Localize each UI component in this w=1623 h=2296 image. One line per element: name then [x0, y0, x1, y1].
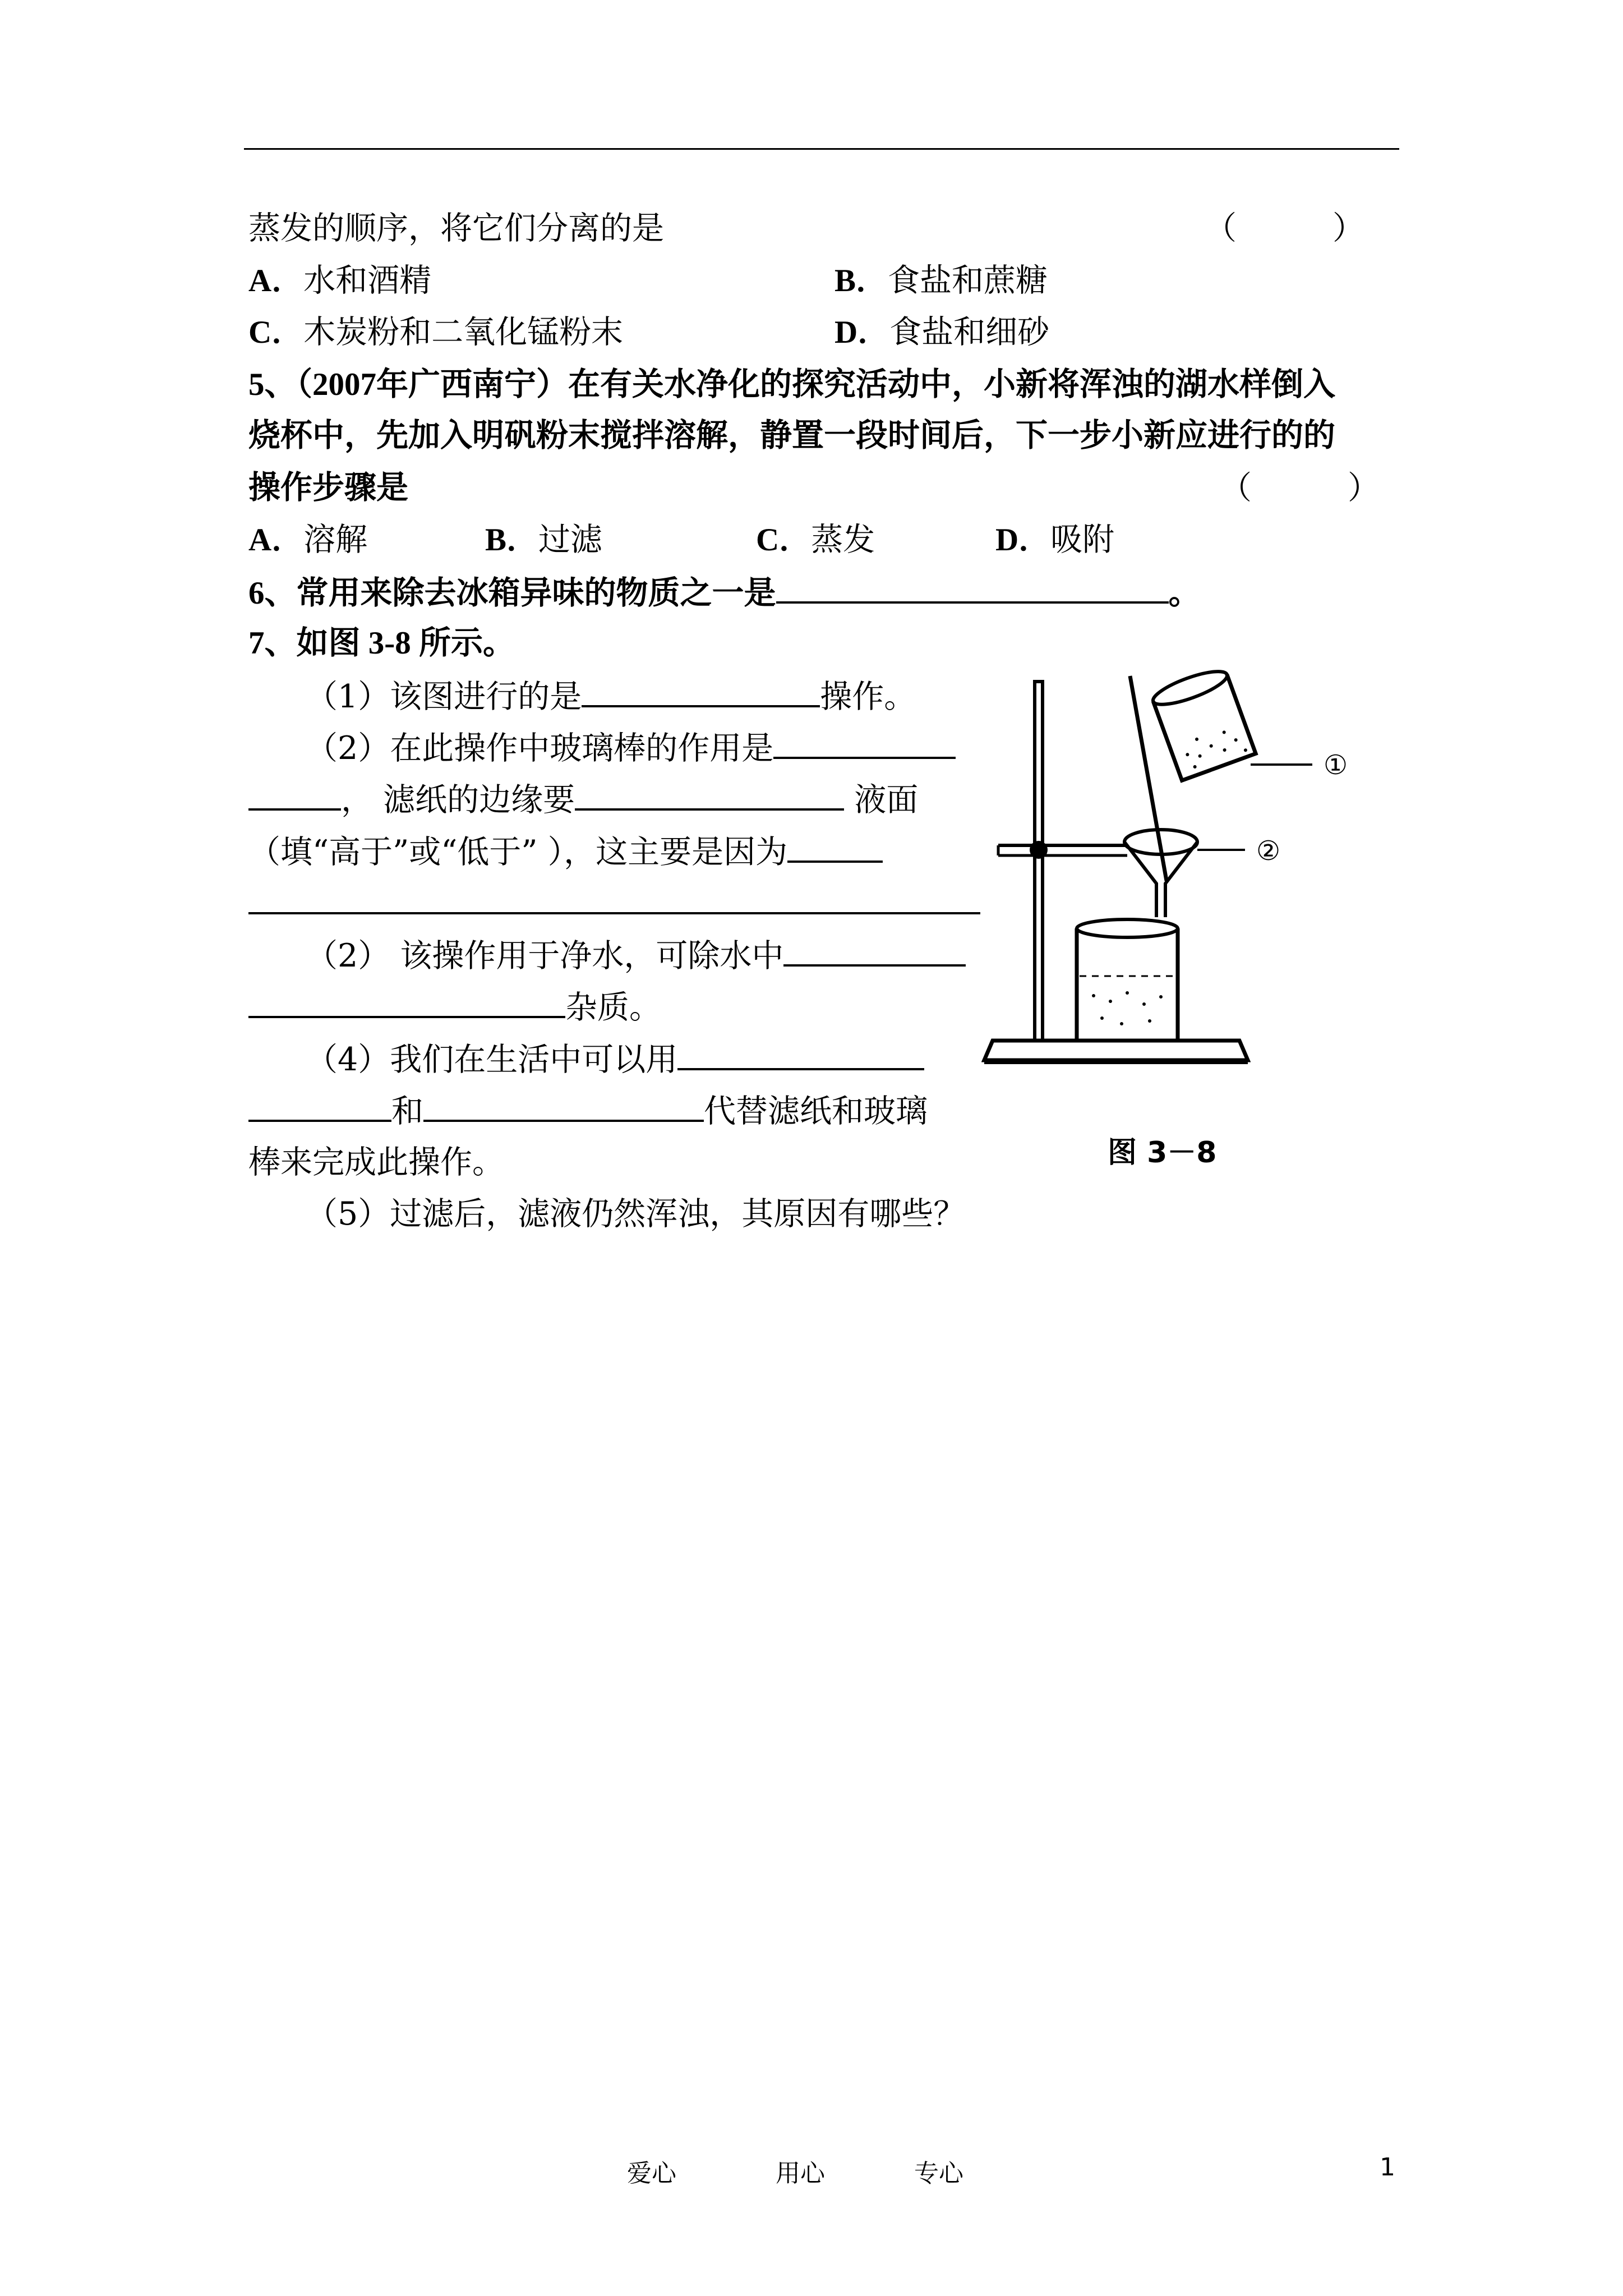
option-letter: A．	[248, 263, 304, 298]
q5-option-b	[485, 520, 602, 560]
part-number: （5）	[306, 1195, 390, 1232]
q7-p3-a: 该操作用于净水，可除水中	[390, 937, 784, 974]
stand-rod	[1035, 682, 1043, 1041]
q7-p2-line3: （填“高于”或“低于” ），这主要是因为	[248, 834, 788, 871]
q7-intro-b: 所示。	[418, 625, 515, 661]
filtration-apparatus-figure	[981, 665, 1374, 1170]
receiving-beaker	[1077, 919, 1178, 1041]
q7-p2-a: 在此操作中玻璃棒的作用是	[390, 730, 774, 767]
q7-p2-blank-3[interactable]	[787, 831, 883, 863]
q7-p4-a: 我们在生活中可以用	[390, 1041, 678, 1078]
q7-intro-a: 如图	[296, 625, 361, 661]
q7-p5-text: 过滤后，滤液仍然浑浊，其原因有哪些？	[390, 1195, 966, 1232]
q5-line-1	[248, 365, 1335, 404]
q7-part-2-line-4	[248, 883, 980, 923]
figure-label-1: ①	[1324, 749, 1348, 781]
q4-option-c	[248, 312, 623, 352]
footer-word-1: 爱心	[627, 2159, 676, 2188]
q5-option-a	[248, 520, 367, 560]
figure-caption: 图 3－8	[1108, 1136, 1217, 1170]
q7-p4-blank-1[interactable]	[677, 1039, 924, 1070]
q7-intro	[248, 624, 515, 663]
q5-option-d	[995, 520, 1114, 560]
q7-p1-blank[interactable]	[582, 676, 820, 707]
q7-part-5	[306, 1194, 965, 1234]
q7-p2-blank-1[interactable]	[773, 728, 956, 759]
part-number: （4）	[306, 1041, 390, 1078]
option-letter: B．	[834, 263, 888, 298]
q7-part-4-line-1	[306, 1039, 924, 1079]
q7-p2-blank-3-cont[interactable]	[248, 883, 980, 914]
clamp-knob	[1030, 841, 1048, 859]
q4-answer-paren: （ ）	[1205, 210, 1364, 247]
q5-line-2: 烧杯中，先加入明矾粉末搅拌溶解，静置一段时间后，下一步小新应进行的的	[248, 418, 1335, 453]
q7-part-4-line-3: 棒来完成此操作。	[248, 1144, 504, 1181]
option-text: 蒸发	[811, 521, 875, 558]
option-text: 吸附	[1050, 521, 1115, 558]
q7-part-2-line-2	[248, 779, 918, 820]
q7-part-4-line-2	[248, 1091, 928, 1131]
q7-part-2-line-3	[248, 831, 883, 872]
q6-line	[248, 572, 1201, 613]
q7-p2-line2-a: ， 滤纸的边缘要	[341, 781, 575, 818]
option-letter: C．	[756, 522, 811, 558]
option-text: 水和酒精	[303, 262, 432, 299]
page-number: 1	[1380, 2153, 1395, 2182]
option-letter: B．	[485, 522, 539, 558]
q5-line-1-text: 年广西南宁）在有关水净化的探究活动中，小新将浑浊的湖水样倒入	[376, 367, 1335, 402]
footer-word-3: 专心	[914, 2159, 963, 2188]
q5-answer-paren: （ ）	[1220, 470, 1380, 507]
q4-option-a	[248, 261, 431, 301]
option-text: 过滤	[538, 521, 603, 558]
part-number: （2）	[306, 730, 390, 767]
option-text: 食盐和细砂	[889, 314, 1050, 351]
header-rule	[244, 148, 1399, 150]
q7-part-3-line-2	[248, 987, 661, 1027]
q7-p4-line2-a: 和	[391, 1093, 423, 1130]
q5-number: 5、（2007	[248, 367, 376, 402]
footer-word-2: 用心	[776, 2159, 825, 2188]
stand-base	[984, 1041, 1248, 1060]
option-letter: D．	[834, 315, 890, 350]
q7-part-2-line-1	[306, 728, 956, 768]
q7-part-1	[306, 676, 916, 716]
q5-line-3: 操作步骤是	[248, 470, 408, 505]
q7-p3-blank-cont[interactable]	[248, 987, 565, 1018]
option-text: 食盐和蔗糖	[888, 262, 1048, 299]
option-letter: D．	[995, 522, 1051, 558]
q4-option-d	[834, 312, 1049, 352]
part-number: （1）	[306, 678, 390, 715]
q7-number: 7、	[248, 625, 297, 661]
q7-p1-a: 该图进行的是	[390, 678, 582, 715]
q7-part-3-line-1	[306, 935, 966, 976]
q7-p3-blank[interactable]	[783, 935, 966, 967]
pouring-beaker	[1150, 665, 1256, 781]
q6-text: 常用来除去冰箱异味的物质之一是	[296, 576, 776, 611]
q6-end: 。	[1168, 576, 1201, 611]
q7-p1-b: 操作。	[820, 678, 916, 715]
option-text: 溶解	[303, 521, 368, 558]
q7-p2-blank-1-cont[interactable]	[248, 779, 341, 811]
option-letter: C．	[248, 315, 304, 350]
figure-label-2: ②	[1256, 835, 1281, 867]
q7-p4-blank-2[interactable]	[423, 1091, 704, 1122]
option-text: 木炭粉和二氧化锰粉末	[303, 314, 624, 351]
q5-option-c	[756, 520, 875, 560]
q7-p4-line2-b: 代替滤纸和玻璃	[704, 1093, 928, 1130]
q4-option-b	[834, 261, 1048, 301]
q7-p2-blank-2[interactable]	[575, 779, 844, 811]
q7-p3-b: 杂质。	[565, 989, 661, 1026]
q7-intro-fig: 3-8	[368, 625, 411, 661]
q6-number: 6、	[248, 576, 297, 611]
q6-answer-blank[interactable]	[776, 572, 1169, 604]
part-number: （2）	[306, 937, 390, 974]
q7-p2-line2-b: 液面	[854, 781, 919, 818]
q7-p4-blank-1-cont[interactable]	[248, 1091, 391, 1122]
q4-tail-line	[248, 209, 664, 248]
q4-tail-text: 蒸发的顺序，将它们分离的是	[248, 210, 664, 247]
option-letter: A．	[248, 522, 304, 558]
